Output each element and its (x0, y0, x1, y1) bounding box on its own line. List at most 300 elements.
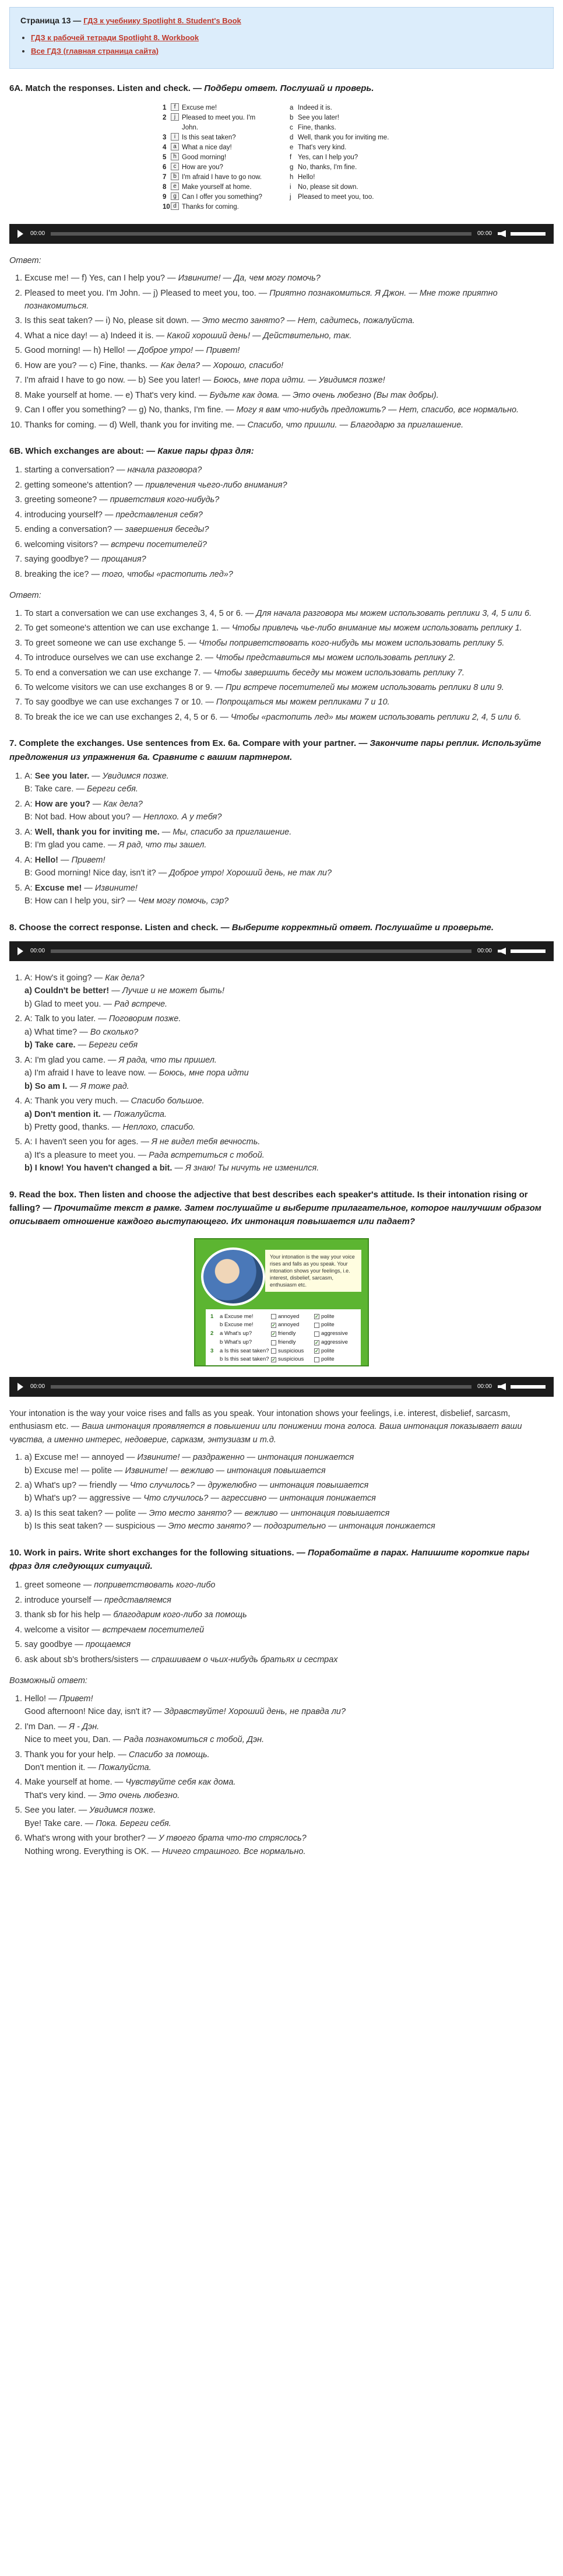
option-b (24, 1162, 554, 1175)
prompt-text: Good morning! (182, 153, 227, 161)
row-number: 3 (210, 1347, 214, 1354)
nav-item (31, 32, 543, 44)
text-en: A: I'm glad you came. — (24, 1055, 119, 1065)
line-a (24, 1776, 554, 1789)
prompt-text: What a nice day! (182, 143, 232, 151)
option-label: suspicious (277, 1347, 304, 1354)
line-a (24, 1692, 554, 1705)
text-en: thank sb for his help — (24, 1610, 114, 1620)
list-item (24, 509, 554, 521)
response-item (24, 972, 554, 1011)
text-en: B: Not bad. How about you? — (24, 812, 143, 822)
text-en: A: Thank you very much. — (24, 1096, 131, 1106)
text-ru: Спасибо, что пришли. — Благодарю за приглашение. (247, 420, 464, 430)
response-text: Yes, can I help you? (298, 154, 358, 162)
duration: 00:00 (477, 1383, 492, 1390)
text-ru: того, чтобы «растопить лед»? (102, 569, 233, 579)
text-en: Is this seat taken? — i) No, please sit down. — (24, 316, 202, 326)
match-row (290, 123, 400, 133)
row-letter: b (220, 1322, 224, 1329)
volume-icon[interactable] (498, 230, 506, 237)
text-ru: Доброе утро! — Привет! (138, 346, 240, 356)
match-row (290, 183, 400, 192)
answer-box: f (171, 103, 179, 111)
answer-bold: b) I know! You haven't changed a bit. (24, 1163, 173, 1173)
item-number: 6 (163, 163, 167, 171)
text-ru: Я рад, что ты зашел. (118, 840, 207, 850)
answer-box: h (171, 153, 179, 160)
row-letter: a (220, 1313, 224, 1320)
text-en: B: Good morning! Nice day, isn't it? — (24, 868, 170, 878)
text-ru: прощания? (101, 555, 146, 565)
text-en: b) Pretty good, thanks. — (24, 1123, 123, 1132)
item-letter: g (290, 164, 294, 171)
volume-icon[interactable] (498, 1383, 506, 1390)
line-b (24, 811, 554, 823)
intonation-note: Your intonation is the way your voice rises and falls as you speak. Your intonation shows your feelings, i.e. interest, disbelief, sarcasm, enthusiasm etc. (265, 1250, 361, 1292)
line-a (24, 1832, 554, 1845)
checkbox (271, 1340, 276, 1345)
match-row (163, 113, 273, 132)
answer-box: b (171, 173, 179, 180)
row-phrase: Is this seat taken? (224, 1356, 269, 1363)
text-en: introducing yourself? — (24, 510, 116, 520)
grid-row (210, 1347, 356, 1356)
line-b (24, 1845, 554, 1858)
text-ru: Увидимся позже. (89, 1806, 156, 1816)
text-en: Pleased to meet you. I'm John. — j) Pleased to meet you, too. — (24, 288, 270, 298)
row-letter: a (220, 1330, 224, 1337)
response-text: That's very kind. (298, 144, 347, 152)
response-item (24, 1054, 554, 1093)
list-item (24, 1653, 554, 1666)
response-text: Pleased to meet you, too. (298, 194, 374, 201)
text-en: a) Is this seat taken? — polite — (24, 1508, 149, 1518)
match-row (163, 153, 273, 163)
text-ru: — Мы, спасибо за приглашение. (159, 827, 292, 837)
text-ru: Боюсь, мне пора идти. — Увидимся позже! (213, 376, 385, 385)
prompt-text: Make yourself at home. (182, 183, 252, 191)
text-en: To welcome visitors we can use exchanges 8 or 9. — (24, 683, 226, 692)
list-item (24, 359, 554, 372)
row-letter: b (220, 1356, 224, 1363)
item-number: 3 (163, 134, 167, 141)
volume-slider[interactable] (511, 949, 546, 953)
match-row (290, 133, 400, 143)
prompt-text: Excuse me! (182, 104, 217, 112)
item-number: 1 (163, 104, 167, 112)
text-ru: Чтобы завершить беседу мы можем использовать реплику 7. (213, 668, 465, 678)
line-b (24, 1817, 554, 1830)
text-en: To end a conversation we can use exchange 7. — (24, 668, 214, 678)
answer-box: c (171, 163, 179, 170)
exchange-item (24, 798, 554, 824)
row-phrase: Excuse me! (224, 1313, 254, 1320)
item-letter: c (290, 124, 293, 132)
text-ru: — Пожалуйста. (100, 1109, 167, 1119)
match-right-column (290, 103, 400, 212)
text-en: To say goodbye we can use exchanges 7 or 10. — (24, 698, 216, 707)
text-en: Thanks for coming. — d) Well, thank you for inviting me. — (24, 420, 248, 430)
list-item (24, 1594, 554, 1607)
line-a (24, 826, 554, 839)
checkbox: ✓ (272, 1331, 276, 1337)
text-ru: При встрече посетителей мы можем использовать реплики 8 или 9. (225, 683, 504, 692)
text-en: Make yourself at home. — (24, 1778, 126, 1788)
text-en: Don't mention it. — (24, 1762, 98, 1772)
text-ru: Береги себя. (86, 784, 138, 794)
list-item (24, 696, 554, 709)
speaker: A: (24, 799, 35, 809)
para-en: Your intonation is the way your voice rises and falls as you speak. Your intonation shows your feelings, i.e. interest, disbelief, sarcasm, enthusiasm etc. — (9, 1408, 511, 1432)
list-item (24, 330, 554, 342)
current-time: 00:00 (30, 1383, 45, 1390)
answer-bold: a) Couldn't be better! (24, 986, 110, 996)
list-item (24, 404, 554, 416)
situations-10 (24, 1579, 554, 1666)
exchange-item (24, 826, 554, 852)
text-ru: Привет! (59, 1694, 93, 1704)
text-en: Nothing wrong. Everything is OK. — (24, 1846, 163, 1856)
option-b (24, 1520, 554, 1533)
answer-item (24, 1748, 554, 1775)
audio-player-9[interactable] (9, 1377, 554, 1397)
match-row (290, 173, 400, 183)
speaker: A: (24, 771, 35, 781)
text-ru: Пока. Береги себя. (96, 1818, 171, 1828)
line-b (24, 1705, 554, 1718)
answer-box: d (171, 202, 179, 210)
exchanges-7 (24, 770, 554, 908)
title-ru: — Выберите корректный ответ. Послушайте и проверьте. (220, 922, 494, 933)
text-ru: приветствия кого-нибудь? (110, 495, 220, 505)
answer-bold: Hello! (34, 855, 59, 865)
item-letter: d (290, 134, 294, 142)
answers-6b (24, 607, 554, 724)
text-en: Good afternoon! Nice day, isn't it? — (24, 1707, 164, 1717)
volume-icon[interactable] (498, 948, 506, 955)
item-letter: e (290, 144, 294, 152)
list-item (24, 464, 554, 476)
option-label: aggressive (321, 1330, 348, 1337)
option-b (24, 1492, 554, 1505)
list-item (24, 667, 554, 679)
item-number: 10 (163, 203, 170, 211)
answer-box: a (171, 143, 179, 150)
text-en: B: How can I help you, sir? — (24, 896, 139, 906)
text-en: a) What time? — (24, 1027, 90, 1037)
line-a (24, 882, 554, 895)
list-item (24, 1624, 554, 1636)
speaker: A: (24, 855, 35, 865)
text-en: A: I haven't seen you for ages. — (24, 1137, 152, 1147)
text-ru: — Увидимся позже. (89, 771, 169, 781)
list-item (24, 523, 554, 536)
text-ru: Я - Дэн. (69, 1722, 100, 1732)
option-label: friendly (277, 1330, 296, 1337)
attitude-grid (206, 1309, 361, 1366)
list-item (24, 479, 554, 492)
option-b (24, 998, 554, 1011)
text-en: a) Excuse me! — annoyed — (24, 1453, 138, 1463)
option-b (24, 1080, 554, 1093)
checkbox: ✓ (315, 1314, 319, 1320)
item-number: 8 (163, 183, 167, 191)
nav-links (31, 32, 543, 57)
checkbox: ✓ (315, 1348, 319, 1354)
text-en: Excuse me! — f) Yes, can I help you? — (24, 274, 178, 283)
grid-row (210, 1313, 356, 1322)
text-en: B: I'm glad you came. — (24, 840, 119, 850)
text-ru: — Привет! (58, 855, 105, 865)
checkbox (271, 1348, 276, 1354)
text-ru: Здравствуйте! Хороший день, не правда ли? (164, 1707, 346, 1717)
textbook-card (194, 1238, 369, 1366)
answer-item (24, 1776, 554, 1802)
answers-9 (24, 1451, 554, 1533)
text-en: a) What's up? — friendly — (24, 1480, 130, 1490)
grid-row (210, 1330, 356, 1338)
answer-bold: Well, thank you for inviting me. (34, 827, 160, 837)
match-row (290, 153, 400, 163)
answer-label: Возможный ответ: (9, 1676, 87, 1686)
title-en: 9. Read the box. Then listen and choose the adjective that best describes each speaker's attitude. Is their intonation rising or falling? (9, 1189, 528, 1214)
text-en: breaking the ice? — (24, 569, 102, 579)
list-item (24, 419, 554, 432)
option-b (24, 1121, 554, 1134)
play-icon[interactable] (17, 947, 23, 955)
list-item (24, 493, 554, 506)
breadcrumb (20, 15, 543, 27)
response-text: No, please sit down. (298, 184, 358, 191)
text-ru: Я не видел тебя вечность. (151, 1137, 261, 1147)
checkbox (314, 1331, 319, 1337)
match-row (163, 183, 273, 192)
item-letter: b (290, 114, 294, 122)
volume-slider[interactable] (511, 232, 546, 236)
section-10-title (9, 1546, 554, 1573)
option-a (24, 1479, 554, 1492)
text-ru: Как дела? (105, 973, 145, 983)
row-letter: a (220, 1347, 224, 1354)
line-a (24, 1720, 554, 1733)
match-row (290, 143, 400, 153)
line-a (24, 854, 554, 867)
answer-item (24, 1720, 554, 1747)
seek-bar[interactable] (51, 232, 471, 236)
answer-item (24, 1804, 554, 1830)
option-a (24, 984, 554, 997)
photo-people (201, 1247, 265, 1306)
item-letter: a (290, 104, 294, 112)
text-ru: Чувствуйте себя как дома. (125, 1778, 236, 1788)
para-ru: Ваша интонация проявляется в повышении или понижении тона голоса. Ваша интонация показывает ваши чувства, а именно интерес, недоверие, сарказм, энтузиазм и т.д. (9, 1422, 522, 1445)
text-ru: встречи посетителей? (111, 539, 207, 549)
text-ru: — Извините! (82, 883, 138, 893)
text-ru: Ничего страшного. Все нормально. (162, 1846, 306, 1856)
list-item (24, 344, 554, 357)
section-6b-title (9, 444, 554, 458)
title-ru: — Подбери ответ. Послушай и проверь. (193, 83, 374, 93)
checkbox (271, 1314, 276, 1319)
option-label: polite (321, 1347, 335, 1354)
list-item (24, 711, 554, 724)
intonation-paragraph (9, 1407, 554, 1446)
text-en: To greet someone we can use exchange 5. — (24, 638, 199, 648)
item-number: 4 (163, 143, 167, 151)
list-item (24, 287, 554, 313)
text-ru: прощаемся (85, 1640, 131, 1650)
speaker: A: (24, 827, 35, 837)
text-ru: Это место занято? — подозрительно — интонация понижается (168, 1522, 435, 1531)
text-en: Good morning! — h) Hello! — (24, 346, 139, 356)
text-ru: — Лучше и не может быть! (109, 986, 225, 996)
option-label: aggressive (321, 1338, 348, 1345)
option-label: friendly (277, 1338, 296, 1345)
text-ru: Какой хороший день! — Действительно, так. (167, 331, 352, 341)
match-row (163, 202, 273, 212)
exchange-item (24, 854, 554, 880)
option-label: annoyed (277, 1322, 300, 1329)
text-ru: Рад встрече. (114, 999, 168, 1009)
answer-bold: a) Don't mention it. (24, 1109, 101, 1119)
audio-player-6a[interactable] (9, 224, 554, 244)
option-a (24, 1067, 554, 1080)
text-en: Bye! Take care. — (24, 1818, 96, 1828)
text-ru: Чтобы представиться мы можем использовать реплику 2. (216, 653, 456, 663)
response-item (24, 1095, 554, 1134)
line-a (24, 1748, 554, 1761)
text-en: That's very kind. — (24, 1790, 99, 1800)
answer-box: g (171, 192, 179, 200)
volume-slider[interactable] (511, 1385, 546, 1389)
title-en: 6A. Match the responses. Listen and check. (9, 83, 191, 93)
row-number: 1 (210, 1313, 214, 1320)
audio-player-8[interactable] (9, 941, 554, 961)
answer-box: e (171, 183, 179, 190)
text-ru: Это место занято? — вежливо — интонация повышается (149, 1508, 390, 1518)
text-ru: Рада встретиться с тобой. (149, 1150, 265, 1160)
text-ru: Чем могу помочь, сэр? (138, 896, 229, 906)
list-item (24, 681, 554, 694)
option-label: suspicious (277, 1356, 304, 1363)
text-ru: Извините! — раздраженно — интонация понижается (137, 1453, 354, 1463)
intonation-card-image (9, 1238, 554, 1366)
text-en: Thank you for your help. — (24, 1750, 129, 1760)
text-en: What's wrong with your brother? — (24, 1834, 159, 1843)
match-row (163, 143, 273, 153)
response-text: See you later! (298, 114, 339, 122)
grid-row (210, 1355, 356, 1364)
row-phrase: What's up? (224, 1338, 252, 1345)
answer-label: Ответ: (9, 255, 41, 265)
text-ru: — Береги себя (75, 1040, 138, 1050)
list-item (24, 1638, 554, 1651)
option-b (24, 1464, 554, 1477)
crumb-link-students-book[interactable]: ГДЗ к учебнику Spotlight 8. Student's Book (83, 16, 241, 25)
title-en: 8. Choose the correct response. Listen and check. (9, 922, 219, 933)
text-en: ending a conversation? — (24, 525, 125, 535)
text-ru: Неплохо. А у тебя? (143, 812, 222, 822)
text-en: getting someone's attention? — (24, 480, 146, 490)
list-item (24, 1608, 554, 1621)
prompt-text: Can I offer you something? (182, 193, 262, 201)
question-line (24, 1095, 554, 1107)
exchange-item (24, 882, 554, 908)
option-label: polite (321, 1313, 335, 1320)
text-ru: поприветствовать кого-либо (94, 1580, 216, 1590)
text-en: To get someone's attention we can use exchange 1. — (24, 623, 232, 633)
text-en: Can I offer you something? — g) No, thanks, I'm fine. — (24, 405, 237, 415)
seek-bar[interactable] (51, 949, 471, 953)
text-ru: Как дела? — Хорошо, спасибо! (160, 360, 284, 370)
text-ru: Я рада, что ты пришел. (118, 1055, 217, 1065)
match-row (163, 192, 273, 202)
item-letter: f (290, 154, 292, 162)
list-item (24, 568, 554, 581)
answer-item (24, 1507, 554, 1533)
text-ru: Чтобы привлечь чье-либо внимание мы можем использовать реплику 1. (231, 623, 522, 633)
match-exercise (9, 103, 554, 212)
text-ru: Что случилось? — агрессивно — интонация понижается (143, 1494, 376, 1503)
question-line (24, 1054, 554, 1067)
row-phrase: What's up? (224, 1330, 252, 1337)
text-en: a) It's a pleasure to meet you. — (24, 1150, 149, 1160)
answer-bold: b) Take care. (24, 1040, 76, 1050)
home-link[interactable]: Все ГДЗ (главная страница сайта) (31, 46, 159, 55)
text-en: To start a conversation we can use exchanges 3, 4, 5 or 6. — (24, 608, 256, 618)
option-label: annoyed (277, 1313, 300, 1320)
line-b (24, 895, 554, 907)
checkbox (314, 1357, 319, 1362)
match-row (163, 133, 273, 143)
option-label: polite (321, 1322, 335, 1329)
current-time: 00:00 (30, 948, 45, 955)
text-en: b) Excuse me! — polite — (24, 1466, 125, 1475)
text-ru: Пожалуйста. (98, 1762, 152, 1772)
list-item (24, 272, 554, 285)
row-number: 2 (210, 1330, 214, 1337)
text-en: a) I'm afraid I have to leave now. — (24, 1068, 159, 1078)
text-en: introduce yourself — (24, 1595, 105, 1605)
question-line (24, 1012, 554, 1025)
grid-row (210, 1338, 356, 1347)
match-row (290, 192, 400, 202)
text-ru: Попрощаться мы можем репликами 7 и 10. (216, 698, 390, 707)
text-ru: Рада познакомиться с тобой, Дэн. (124, 1735, 265, 1745)
play-icon[interactable] (17, 230, 23, 238)
prompt-text: Thanks for coming. (182, 203, 239, 211)
prompt-text: Is this seat taken? (182, 134, 236, 141)
text-ru: Поговорим позже. (108, 1014, 181, 1024)
answer-box: j (171, 113, 179, 121)
text-en: I'm afraid I have to go now. — b) See you later! — (24, 376, 214, 385)
list-item (24, 637, 554, 650)
workbook-link[interactable]: ГДЗ к рабочей тетради Spotlight 8. Workbook (31, 33, 199, 42)
play-icon[interactable] (17, 1383, 23, 1391)
list-item (24, 651, 554, 664)
text-ru: У твоего брата что-то стряслось? (159, 1834, 307, 1843)
answer-item (24, 1692, 554, 1719)
title-en: 10. Work in pairs. Write short exchanges for the following situations. (9, 1547, 294, 1558)
text-ru: Приятно познакомиться. Я Джон. — Мне тоже приятно познакомиться. (24, 288, 498, 311)
title-ru: — Какие пары фраз для: (146, 446, 254, 457)
text-en: To break the ice we can use exchanges 2, 4, 5 or 6. — (24, 712, 231, 722)
line-a (24, 770, 554, 783)
seek-bar[interactable] (51, 1385, 471, 1389)
text-en: Hello! — (24, 1694, 59, 1704)
section-9-title (9, 1188, 554, 1229)
